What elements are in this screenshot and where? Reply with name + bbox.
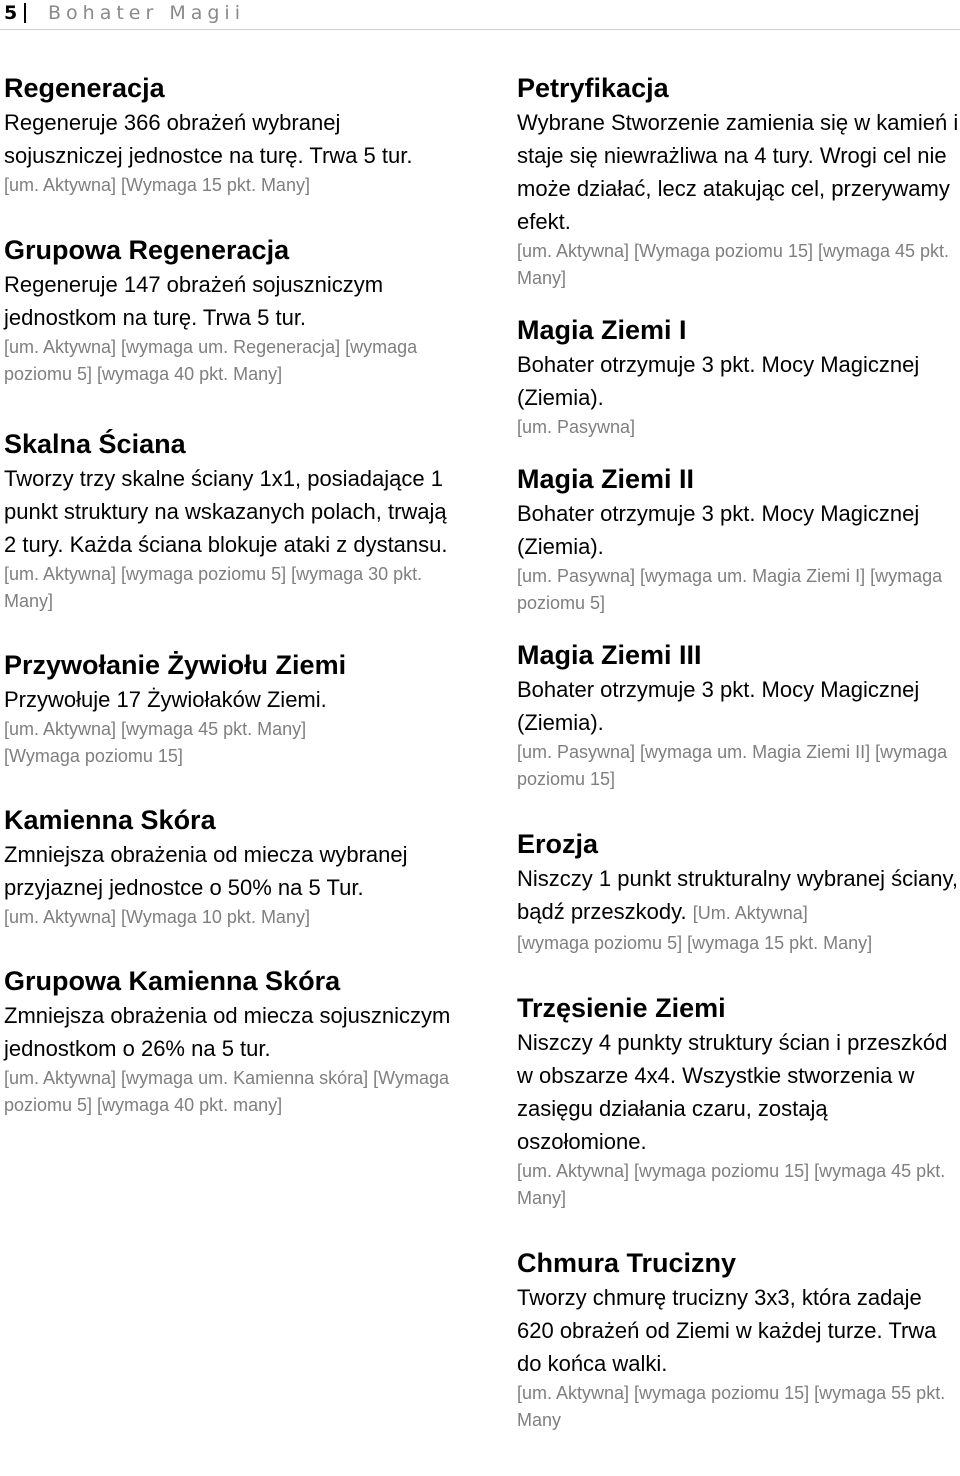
spell-grupowa-kamienna-skora	[4, 963, 454, 1119]
spell-title: Regeneracja	[4, 73, 165, 103]
spell-title: Grupowa Kamienna Skóra	[4, 966, 341, 996]
spell-requirements: [um. Aktywna] [wymaga poziomu 15] [wymaga 45 pkt. Many]	[517, 1161, 946, 1208]
spell-requirements: [wymaga poziomu 5] [wymaga 15 pkt. Many]	[517, 933, 873, 953]
spell-title: Petryfikacja	[517, 73, 669, 103]
spell-description: Bohater otrzymuje 3 pkt. Mocy Magicznej (Ziemia).	[517, 352, 920, 410]
spell-title: Trzęsienie Ziemi	[517, 993, 726, 1023]
spell-description: Regeneruje 147 obrażeń sojuszniczym jednostkom na turę. Trwa 5 tur.	[4, 272, 384, 330]
spell-description: Tworzy trzy skalne ściany 1x1, posiadające 1 punkt struktury na wskazanych polach, trwają 2 tury. Każda ściana blokuje ataki z dystansu.	[4, 466, 448, 557]
right-column	[517, 70, 960, 1434]
spell-requirements: [um. Aktywna] [wymaga 45 pkt. Many] [Wymaga poziomu 15]	[4, 719, 307, 766]
spell-title: Skalna Ściana	[4, 429, 186, 459]
spell-magia-ziemi-3	[517, 637, 960, 793]
spell-skalna-sciana	[4, 426, 454, 615]
header-separator	[24, 3, 26, 23]
spell-erozja	[517, 826, 960, 957]
spell-requirements: [um. Aktywna] [Wymaga 10 pkt. Many]	[4, 907, 310, 927]
page-number: 5	[4, 2, 18, 24]
spell-title: Magia Ziemi II	[517, 464, 695, 494]
page-header	[0, 0, 960, 30]
spell-title: Przywołanie Żywiołu Ziemi	[4, 650, 347, 680]
spell-chmura-trucizny	[517, 1245, 960, 1434]
spell-requirements: [um. Pasywna] [wymaga um. Magia Ziemi II] [wymaga poziomu 15]	[517, 742, 948, 789]
spell-description: Bohater otrzymuje 3 pkt. Mocy Magicznej (Ziemia).	[517, 501, 920, 559]
spell-magia-ziemi-1	[517, 312, 960, 441]
spell-title: Erozja	[517, 829, 599, 859]
spell-magia-ziemi-2	[517, 461, 960, 617]
spell-kamienna-skora	[4, 802, 454, 931]
spell-description: Regeneruje 366 obrażeń wybranej sojuszniczej jednostce na turę. Trwa 5 tur.	[4, 110, 413, 168]
spell-requirements: [um. Pasywna]	[517, 417, 636, 437]
spell-description: Niszczy 4 punkty struktury ścian i przeszkód w obszarze 4x4. Wszystkie stworzenia w zasięgu działania czaru, zostają oszołomione.	[517, 1030, 948, 1154]
spell-description-text: Niszczy 1 punkt strukturalny wybranej ściany, bądź przeszkody.	[517, 866, 958, 924]
spell-description: Przywołuje 17 Żywiołaków Ziemi.	[4, 687, 327, 712]
spell-requirements: [um. Aktywna] [wymaga um. Regeneracja] [wymaga poziomu 5] [wymaga 40 pkt. Many]	[4, 337, 418, 384]
spell-requirements: [um. Pasywna] [wymaga um. Magia Ziemi I] [wymaga poziomu 5]	[517, 566, 943, 613]
spell-description: Tworzy chmurę trucizny 3x3, która zadaje 620 obrażeń od Ziemi w każdej turze. Trwa do końca walki.	[517, 1285, 937, 1376]
spell-title: Magia Ziemi I	[517, 315, 687, 345]
spell-description: Wybrane Stworzenie zamienia się w kamień i staje się niewrażliwa na 4 tury. Wrogi cel nie może działać, lecz atakując cel, przerywamy efekt.	[517, 110, 959, 234]
spell-requirements: [um. Aktywna] [Wymaga 15 pkt. Many]	[4, 175, 310, 195]
spell-grupowa-regeneracja	[4, 232, 454, 388]
spell-description: Bohater otrzymuje 3 pkt. Mocy Magicznej (Ziemia).	[517, 677, 920, 735]
spell-title: Grupowa Regeneracja	[4, 235, 290, 265]
spell-title: Kamienna Skóra	[4, 805, 216, 835]
spell-title: Magia Ziemi III	[517, 640, 702, 670]
spell-regeneracja	[4, 70, 454, 199]
left-column	[4, 70, 454, 1119]
spell-petryfikacja	[517, 70, 960, 292]
spell-requirements: [um. Aktywna] [wymaga poziomu 15] [wymaga 55 pkt. Many	[517, 1383, 946, 1430]
spell-description: Zmniejsza obrażenia od miecza sojuszniczym jednostkom o 26% na 5 tur.	[4, 1003, 451, 1061]
spell-requirements: [um. Aktywna] [wymaga um. Kamienna skóra] [Wymaga poziomu 5] [wymaga 40 pkt. many]	[4, 1068, 450, 1115]
spell-title: Chmura Trucizny	[517, 1248, 737, 1278]
spell-description: Zmniejsza obrażenia od miecza wybranej przyjaznej jednostce o 50% na 5 Tur.	[4, 842, 408, 900]
spell-requirements: [um. Aktywna] [Wymaga poziomu 15] [wymaga 45 pkt. Many]	[517, 241, 950, 288]
spell-inline-requirement: [Um. Aktywna]	[692, 903, 808, 923]
spell-requirements: [um. Aktywna] [wymaga poziomu 5] [wymaga 30 pkt. Many]	[4, 564, 423, 611]
spell-description	[517, 862, 960, 930]
spell-trzesienie-ziemi	[517, 990, 960, 1212]
spell-przywolanie-zywiolu-ziemi	[4, 647, 454, 770]
header-title: Bohater Magii	[48, 2, 245, 24]
